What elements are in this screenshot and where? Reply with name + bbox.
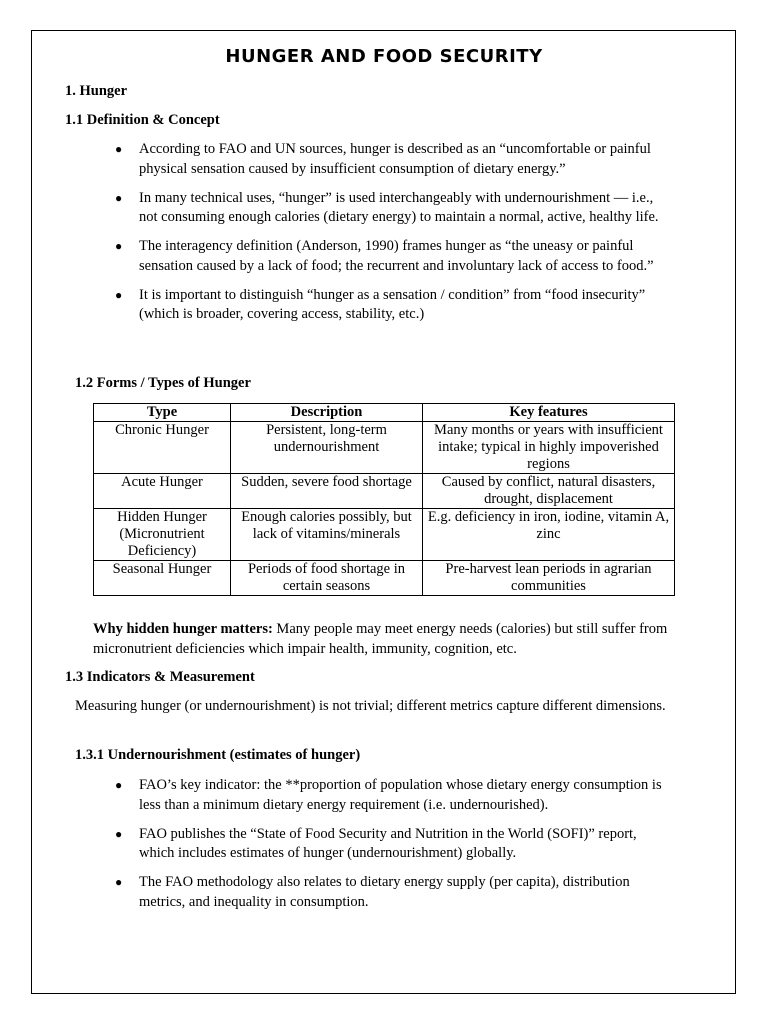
bullet-icon: ● bbox=[115, 778, 123, 792]
table-row bbox=[94, 422, 675, 474]
table-cell: Seasonal Hunger bbox=[94, 561, 231, 596]
table-cell: Persistent, long-term undernourishment bbox=[231, 422, 423, 474]
table-cell: Acute Hunger bbox=[94, 474, 231, 509]
table-cell: Sudden, severe food shortage bbox=[231, 474, 423, 509]
bullet-text: In many technical uses, “hunger” is used interchangeably with undernourishment — i.e., not consuming enough calories (dietary energy) to maintain a normal, active, healthy life. bbox=[139, 189, 659, 225]
bullet-text: The FAO methodology also relates to dietary energy supply (per capita), distribution metrics, and inequality in consumption. bbox=[139, 874, 630, 910]
note-text: Many people may meet energy needs (calories) but still suffer from micronutrient deficiencies which impair health, immunity, cognition, etc. bbox=[93, 621, 668, 657]
table-cell: Periods of food shortage in certain seasons bbox=[231, 561, 423, 596]
section-heading-indicators: 1.3 Indicators & Measurement bbox=[65, 669, 255, 685]
table-header-row bbox=[94, 404, 675, 422]
table-cell: Many months or years with insufficient intake; typical in highly impoverished regions bbox=[423, 422, 675, 474]
bullet-text: The interagency definition (Anderson, 1990) frames hunger as “the uneasy or painful sensation caused by a lack of food; the recurrent and involuntary lack of access to food.” bbox=[139, 238, 654, 274]
table-cell: Chronic Hunger bbox=[94, 422, 231, 474]
bullet-icon: ● bbox=[115, 239, 123, 253]
list-item bbox=[112, 825, 672, 864]
bullet-text: FAO publishes the “State of Food Security and Nutrition in the World (SOFI)” report, which includes estimates of hunger (undernourishment) globally. bbox=[139, 825, 637, 861]
list-item bbox=[112, 237, 672, 276]
measurement-intro: Measuring hunger (or undernourishment) is not trivial; different metrics capture different dimensions. bbox=[75, 698, 666, 714]
bullet-icon: ● bbox=[115, 190, 123, 205]
table-row bbox=[94, 474, 675, 509]
bullet-icon: ● bbox=[115, 875, 123, 889]
note-label: Why hidden hunger matters: bbox=[93, 621, 273, 637]
definition-bullet-list bbox=[112, 140, 672, 334]
bullet-icon: ● bbox=[115, 826, 123, 841]
list-item bbox=[112, 776, 672, 815]
bullet-icon: ● bbox=[115, 287, 123, 302]
list-item bbox=[112, 873, 672, 912]
bullet-icon: ● bbox=[115, 142, 123, 156]
bullet-text: FAO’s key indicator: the **proportion of population whose dietary energy consumption is less than a minimum dietary energy requirement (i.e. undernourished). bbox=[139, 777, 662, 813]
list-item bbox=[112, 189, 672, 228]
table-cell: E.g. deficiency in iron, iodine, vitamin A, zinc bbox=[423, 509, 675, 561]
table-cell: Pre-harvest lean periods in agrarian communities bbox=[423, 561, 675, 596]
bullet-text: It is important to distinguish “hunger as a sensation / condition” from “food insecurity” (which is broader, covering access, stability, etc.) bbox=[139, 286, 646, 322]
bullet-text: According to FAO and UN sources, hunger is described as an “uncomfortable or painful physical sensation caused by insufficient consumption of dietary energy.” bbox=[139, 141, 651, 177]
table-row bbox=[94, 561, 675, 596]
hidden-hunger-note bbox=[93, 620, 678, 659]
table-cell: Caused by conflict, natural disasters, drought, displacement bbox=[423, 474, 675, 509]
table-cell: Hidden Hunger (Micronutrient Deficiency) bbox=[94, 509, 231, 561]
hunger-types-table bbox=[93, 403, 675, 596]
column-header-type: Type bbox=[94, 404, 231, 422]
undernourishment-bullet-list bbox=[112, 776, 672, 922]
table-row bbox=[94, 509, 675, 561]
list-item bbox=[112, 286, 672, 325]
document-title: HUNGER AND FOOD SECURITY bbox=[225, 46, 543, 67]
list-item bbox=[112, 140, 672, 179]
section-heading-forms: 1.2 Forms / Types of Hunger bbox=[75, 375, 251, 391]
column-header-key-features: Key features bbox=[423, 404, 675, 422]
section-heading-definition: 1.1 Definition & Concept bbox=[65, 112, 220, 128]
section-heading-undernourishment: 1.3.1 Undernourishment (estimates of hunger) bbox=[75, 747, 361, 763]
section-heading-hunger: 1. Hunger bbox=[65, 83, 128, 99]
table-cell: Enough calories possibly, but lack of vitamins/minerals bbox=[231, 509, 423, 561]
column-header-description: Description bbox=[231, 404, 423, 422]
